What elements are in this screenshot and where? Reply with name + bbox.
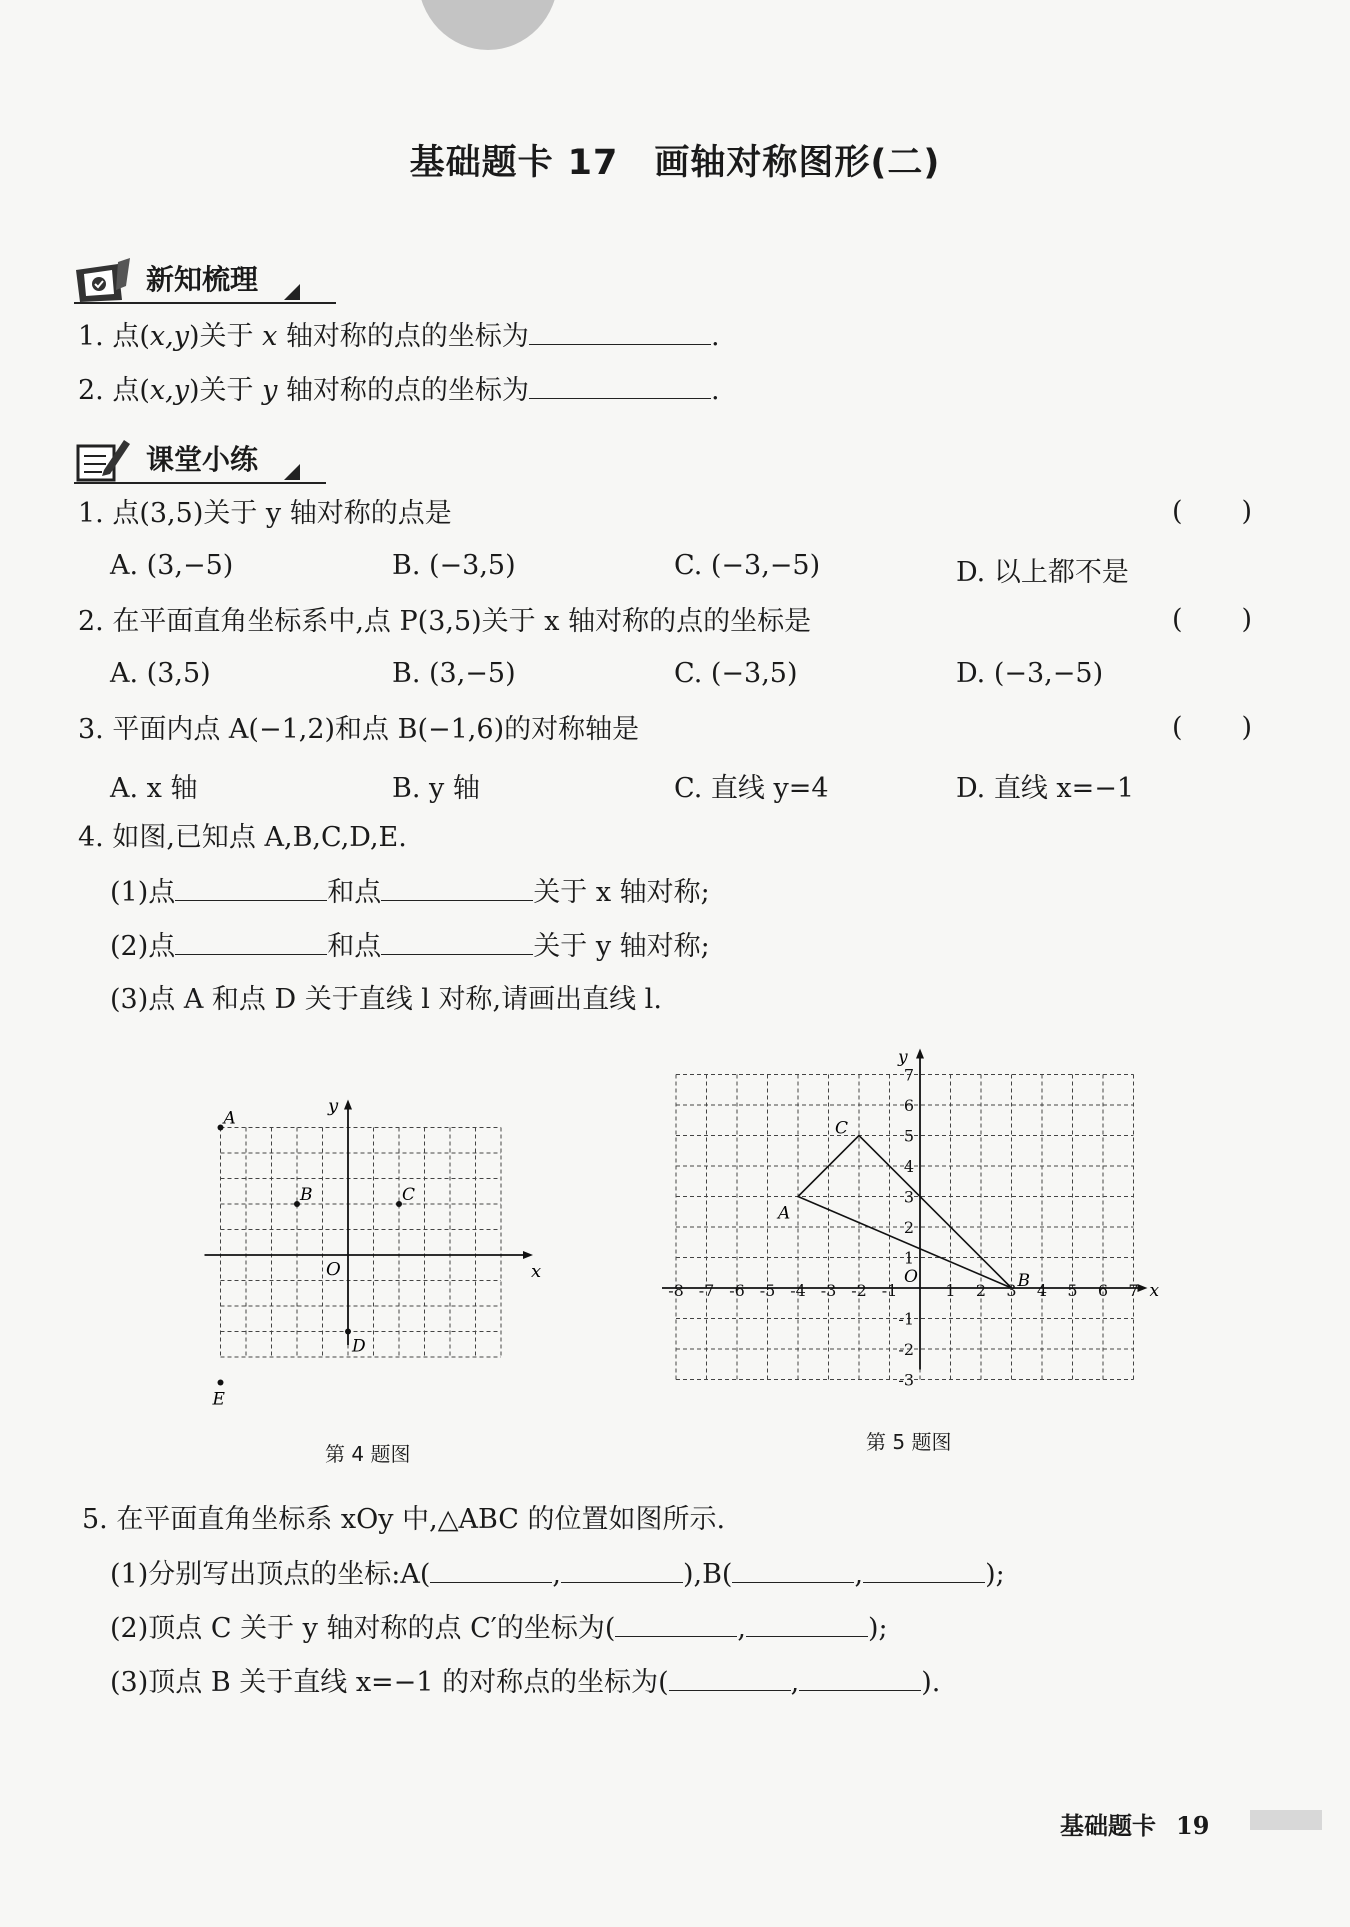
section-arrow [284,284,300,300]
point-label-B: B [300,1185,313,1205]
x-tick-label: 1 [945,1281,956,1300]
answer-blank[interactable] [430,1556,552,1583]
y-tick-label: 3 [903,1187,914,1207]
answer-paren[interactable]: ( ) [1172,496,1252,527]
option-d[interactable]: D. 以上都不是 [956,557,1129,588]
figure-5-grid[interactable] [660,1028,1180,1408]
x-axis-label: x [1149,1281,1160,1301]
option-b[interactable]: B. (3,−5) [392,658,516,689]
y-tick-label: 7 [903,1065,914,1085]
answer-paren[interactable]: ( ) [1172,712,1252,743]
x-tick-label: -3 [820,1281,837,1300]
origin-label: O [326,1259,341,1280]
x-tick-label: -1 [881,1281,898,1300]
question-5-part-1: (1)分别写出顶点的坐标:A( , ),B( , ); [110,1556,1005,1593]
x-tick-label: -7 [698,1281,715,1300]
figure-4-grid[interactable] [170,1040,580,1420]
x-tick-label: -8 [668,1281,684,1300]
pencil-card-icon [74,256,136,304]
answer-blank[interactable] [799,1664,921,1691]
option-a[interactable]: A. (3,−5) [110,550,234,581]
section-header-practice [74,428,326,484]
x-tick-label: 2 [975,1281,987,1300]
vertex-label-A: A [778,1203,791,1224]
x-tick-label: 4 [1036,1281,1048,1300]
origin-label: O [904,1267,918,1287]
x-axis-label: x [531,1261,542,1282]
point-D [345,1329,351,1335]
question-1-stem: 1. 点(3,5)关于 y 轴对称的点是 [78,498,452,529]
x-tick-label: -2 [851,1281,867,1300]
question-2-stem: 2. 在平面直角坐标系中,点 P(3,5)关于 x 轴对称的点的坐标是 [78,606,812,637]
y-tick-label: -3 [898,1370,914,1390]
y-axis-label: y [898,1047,908,1068]
answer-blank[interactable] [746,1610,868,1637]
knowledge-item-1: 1. 点(x,y)关于 x 轴对称的点的坐标为 . [78,318,720,355]
footer: 基础题卡 19 [1060,1811,1210,1840]
answer-blank[interactable] [529,372,711,399]
answer-blank[interactable] [615,1610,737,1637]
answer-blank[interactable] [529,318,711,345]
y-tick-label: -2 [898,1340,914,1359]
page-title: 基础题卡 17 画轴对称图形(二) [409,143,941,183]
question-4-part-2: (2)点 和点 关于 y 轴对称; [110,928,710,965]
option-b[interactable]: B. (−3,5) [392,550,516,581]
answer-blank[interactable] [561,1556,683,1583]
footer-decoration [1250,1810,1322,1830]
option-a[interactable]: A. (3,5) [110,658,211,689]
section-title: 课堂小练 [146,443,259,476]
answer-paren[interactable]: ( ) [1172,604,1252,635]
y-axis-label: y [328,1095,339,1117]
point-label-A: A [223,1108,236,1129]
x-tick-label: 7 [1128,1281,1139,1300]
page-number: 19 [1176,1811,1210,1840]
answer-blank[interactable] [175,874,327,901]
answer-blank[interactable] [669,1664,791,1691]
y-tick-label: 4 [903,1157,914,1176]
option-a[interactable]: A. x 轴 [110,773,198,804]
figure-4-caption: 第 4 题图 [325,1442,411,1466]
question-5-part-2: (2)顶点 C 关于 y 轴对称的点 C′的坐标为( , ); [110,1610,888,1647]
question-4-stem: 4. 如图,已知点 A,B,C,D,E. [78,822,407,853]
y-tick-label: 5 [903,1126,914,1146]
option-d[interactable]: D. (−3,−5) [956,658,1104,689]
top-decoration [418,0,558,50]
y-axis-arrow [916,1049,924,1059]
point-label-E: E [212,1389,225,1410]
x-axis-arrow [523,1251,533,1259]
section-header-knowledge [74,248,336,304]
question-5-part-3: (3)顶点 B 关于直线 x=−1 的对称点的坐标为( , ). [110,1664,940,1701]
y-tick-label: -1 [898,1309,914,1329]
vertex-label-B: B [1017,1271,1030,1291]
x-axis-arrow [1138,1284,1148,1292]
vertex-label-C: C [835,1118,849,1139]
answer-blank[interactable] [175,928,327,955]
answer-blank[interactable] [863,1556,985,1583]
question-3-stem: 3. 平面内点 A(−1,2)和点 B(−1,6)的对称轴是 [78,714,640,745]
point-E [218,1380,224,1386]
option-c[interactable]: C. (−3,−5) [674,550,821,581]
option-c[interactable]: C. (−3,5) [674,658,798,689]
answer-blank[interactable] [381,874,533,901]
question-4-part-1: (1)点 和点 关于 x 轴对称; [110,874,710,911]
answer-blank[interactable] [732,1556,854,1583]
option-b[interactable]: B. y 轴 [392,773,480,804]
section-title: 新知梳理 [146,263,259,296]
x-tick-label: 6 [1097,1281,1109,1300]
point-label-C: C [402,1185,416,1205]
y-tick-label: 1 [903,1248,914,1268]
x-tick-label: -5 [759,1281,776,1300]
knowledge-item-2: 2. 点(x,y)关于 y 轴对称的点的坐标为 . [78,372,720,409]
x-tick-label: 3 [1006,1281,1017,1300]
section-arrow [284,464,300,480]
x-tick-label: -6 [729,1281,745,1300]
x-tick-label: 5 [1067,1281,1078,1300]
answer-blank[interactable] [381,928,533,955]
y-axis-arrow [344,1100,352,1110]
point-label-D: D [352,1336,366,1357]
x-tick-label: -4 [790,1281,806,1300]
y-tick-label: 6 [903,1096,914,1115]
notebook-pen-icon [74,436,136,484]
question-4-part-3: (3)点 A 和点 D 关于直线 l 对称,请画出直线 l. [110,984,662,1015]
figure-5-caption: 第 5 题图 [866,1430,952,1454]
y-tick-label: 2 [903,1218,914,1237]
question-5-stem: 5. 在平面直角坐标系 xOy 中,△ABC 的位置如图所示. [82,1504,726,1535]
option-d[interactable]: D. 直线 x=−1 [956,773,1135,804]
option-c[interactable]: C. 直线 y=4 [674,773,829,804]
